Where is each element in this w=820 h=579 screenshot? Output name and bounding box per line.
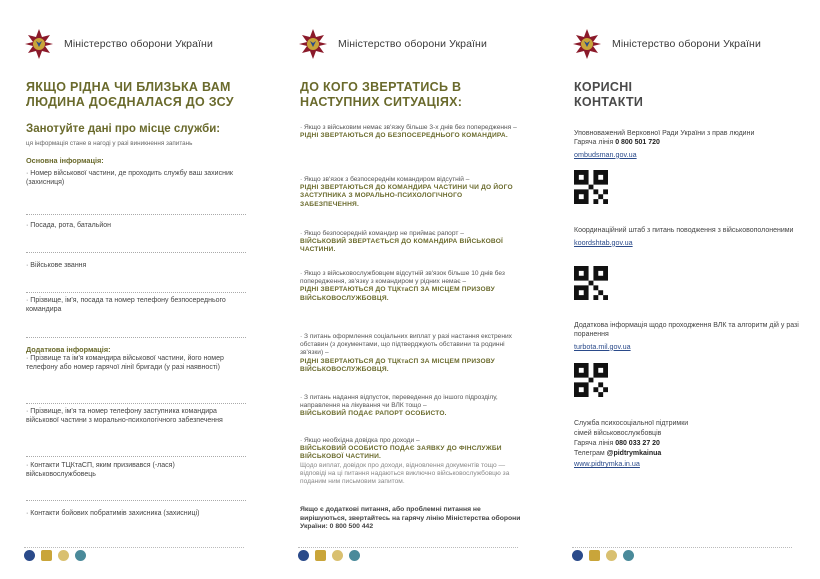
- column-data-form: [24, 0, 254, 579]
- situation-action: ВІЙСЬКОВИЙ ОСОБИСТО ПОДАЄ ЗАЯВКУ ДО ФІНСЛУЖБИ ВІЙСЬКОВОЇ ЧАСТИНИ.: [300, 445, 502, 461]
- situation-action: РІДНІ ЗВЕРТАЮТЬСЯ ДО ТЦКтаСП ЗА МІСЦЕМ ПРИЗОВУ ВІЙСЬКОВОСЛУЖБОВЦЯ.: [300, 286, 495, 302]
- partner-logo-icon: [41, 550, 52, 561]
- footer-divider: [298, 547, 518, 548]
- situation-note: Щодо виплат, довідок про доходи, відновлення документів тощо — відповіді на ці питання надаються виключно військовослужбовцю за поданим ним письмовим запитом.: [300, 461, 510, 486]
- situation-item: · Якщо необхідна довідка про доходи – ВІЙСЬКОВИЙ ОСОБИСТО ПОДАЄ ЗАЯВКУ ДО ФІНСЛУЖБИ ВІЙСЬКОВОЇ ЧАСТИНИ. Щодо виплат, довідок про доходи, відновлення документів тощо — відповіді на ці питання надаються виключно військовослужбовцю за поданим ним письмовим запитом.: [300, 437, 522, 486]
- field-line[interactable]: [26, 337, 246, 338]
- field-line[interactable]: [26, 403, 246, 404]
- subheading: Занотуйте дані про місце служби:: [26, 123, 221, 135]
- footer-divider: [24, 547, 244, 548]
- situation-item: · Якщо з військовим немає зв'язку більше 3-х днів без попередження – РІДНІ ЗВЕРТАЮТЬСЯ ДО БЕЗПОСЕРЕДНЬОГО КОМАНДИРА.: [300, 124, 522, 140]
- footer-logos: [24, 550, 86, 561]
- header: [24, 28, 213, 60]
- pidtrymka-link[interactable]: www.pidtrymka.in.ua: [574, 459, 640, 468]
- form-field-comrades: · Контакти бойових побратимів захисника (захисниці): [26, 510, 200, 517]
- field-line[interactable]: [26, 214, 246, 215]
- partner-logo-icon: [606, 550, 617, 561]
- situation-item: · Якщо зв'язок з безпосереднім командиром відсутній – РІДНІ ЗВЕРТАЮТЬСЯ ДО КОМАНДИРА ЧАСТИНИ ЧИ ДО ЙОГО ЗАСТУПНИКА З МОРАЛЬНО-ПСИХОЛОГІЧНОГО ЗАБЕЗПЕЧЕННЯ.: [300, 176, 522, 209]
- situation-action: РІДНІ ЗВЕРТАЮТЬСЯ ДО КОМАНДИРА ЧАСТИНИ ЧИ ДО ЙОГО ЗАСТУПНИКА З МОРАЛЬНО-ПСИХОЛОГІЧНОГО ЗАБЕЗПЕЧЕННЯ.: [300, 184, 513, 208]
- partner-logo-icon: [75, 550, 86, 561]
- field-line[interactable]: [26, 500, 246, 501]
- form-field-unit-commander: · Прізвище та ім'я командира військової частини, його номер телефону або номер гарячої лінії бригади (у разі наявності): [26, 355, 224, 371]
- situation-item: · Якщо з військовослужбовцем відсутній зв'язок більше 10 днів без попередження, зв'язку з командиром у рідних немає – РІДНІ ЗВЕРТАЮТЬСЯ ДО ТЦКтаСП ЗА МІСЦЕМ ПРИЗОВУ ВІЙСЬКОВОСЛУЖБОВЦЯ.: [300, 270, 522, 303]
- form-field-rank: · Військове звання: [26, 262, 87, 269]
- koordshtab-link[interactable]: koordshtab.gov.ua: [574, 237, 633, 247]
- situation-action: ВІЙСЬКОВИЙ ЗВЕРТАЄТЬСЯ ДО КОМАНДИРА ВІЙСЬКОВОЇ ЧАСТИНИ.: [300, 238, 504, 254]
- heading-line-1: КОРИСНІ: [574, 80, 633, 94]
- turbota-link[interactable]: turbota.mil.gov.ua: [574, 341, 631, 351]
- partner-logo-icon: [589, 550, 600, 561]
- partner-logo-icon: [623, 550, 634, 561]
- page-heading: [300, 80, 462, 110]
- form-field-tcc-contacts: · Контакти ТЦКтаСП, яким призивався (-лася) військовослужбовець: [26, 462, 175, 478]
- contact-psychosocial-support: Служба психосоціальної підтримки сімей військовослужбовців Гаряча лінія 080 033 27 20 Телеграм @pidtrymkainua www.pidtrymka.in.ua: [574, 420, 689, 468]
- form-field-commander: · Прізвище, ім'я, посада та номер телефону безпосереднього командира: [26, 297, 226, 313]
- form-field-position: · Посада, рота, батальйон: [26, 222, 112, 229]
- footer-logos: [572, 550, 634, 561]
- heading-line-2: КОНТАКТИ: [574, 95, 644, 109]
- column-contacts: [572, 0, 802, 579]
- contact-turbota: Додаткова інформація щодо проходження ВЛК та алгоритм дій у разі поранення turbota.mil.gov.ua: [574, 322, 799, 351]
- field-line[interactable]: [26, 252, 246, 253]
- situation-action: РІДНІ ЗВЕРТАЮТЬСЯ ДО БЕЗПОСЕРЕДНЬОГО КОМАНДИРА.: [300, 132, 508, 140]
- hotline-closing: Якщо є додаткові питання, або проблемні питання не вирішуються, звертайтесь на гарячу лінію Міністерства оборони України: 0 800 500 442: [300, 506, 521, 531]
- footer-logos: [298, 550, 360, 561]
- form-field-deputy-commander: · Прізвище, ім'я та номер телефону заступника командира військової частини з морально-психологічного забезпечення: [26, 408, 223, 424]
- subnote: ця інформація стане в нагоді у разі виникнення запитань: [26, 140, 193, 147]
- contact-koordshtab: Координаційний штаб з питань поводження з військовополоненими koordshtab.gov.ua: [574, 227, 794, 247]
- contact-ombudsman: Уповноважений Верховної Ради України з прав людини Гаряча лінія 0 800 501 720 ombudsman.gov.ua: [574, 130, 755, 159]
- qr-code-icon[interactable]: [574, 170, 608, 204]
- partner-logo-icon: [349, 550, 360, 561]
- field-line[interactable]: [26, 456, 246, 457]
- ombudsman-link[interactable]: ombudsman.gov.ua: [574, 149, 637, 159]
- qr-code-icon[interactable]: [574, 266, 608, 300]
- hotline-number: 080 033 27 20: [615, 440, 660, 447]
- column-situations: [298, 0, 528, 579]
- situation-item: · Якщо безпосередній командир не приймає рапорт – ВІЙСЬКОВИЙ ЗВЕРТАЄТЬСЯ ДО КОМАНДИРА ВІЙСЬКОВОЇ ЧАСТИНИ.: [300, 230, 522, 255]
- situation-item: · З питань надання відпусток, переведення до іншого підрозділу, направлення на лікування чи ВЛК тощо – ВІЙСЬКОВИЙ ПОДАЄ РАПОРТ ОСОБИСТО.: [300, 394, 522, 419]
- mod-crest-icon: [572, 28, 602, 60]
- header: [298, 28, 487, 60]
- org-name: Міністерство оборони України: [612, 38, 761, 50]
- heading-line-1: ЯКЩО РІДНА ЧИ БЛИЗЬКА ВАМ: [26, 80, 231, 94]
- situation-action: ВІЙСЬКОВИЙ ПОДАЄ РАПОРТ ОСОБИСТО.: [300, 410, 447, 418]
- partner-logo-icon: [332, 550, 343, 561]
- extra-info-title: Додаткова інформація:: [26, 345, 111, 354]
- header: [572, 28, 761, 60]
- org-name: Міністерство оборони України: [338, 38, 487, 50]
- partner-logo-icon: [24, 550, 35, 561]
- mod-crest-icon: [298, 28, 328, 60]
- partner-logo-icon: [572, 550, 583, 561]
- hotline-number: 0 800 501 720: [615, 138, 660, 146]
- mod-crest-icon: [24, 28, 54, 60]
- partner-logo-icon: [315, 550, 326, 561]
- heading-line-2: ЛЮДИНА ДОЄДНАЛАСЯ ДО ЗСУ: [26, 95, 234, 109]
- heading-line-1: ДО КОГО ЗВЕРТАТИСЬ В: [300, 80, 462, 94]
- situation-action: РІДНІ ЗВЕРТАЮТЬСЯ ДО ТЦКтаСП ЗА МІСЦЕМ ПРИЗОВУ ВІЙСЬКОВОСЛУЖБОВЦЯ.: [300, 357, 495, 373]
- situation-item: · З питань оформлення соціальних виплат у разі настання екстрених обставин (з документами, що підтверджують обставини та родинні зв'язки) – РІДНІ ЗВЕРТАЮТЬСЯ ДО ТЦКтаСП ЗА МІСЦЕМ ПРИЗОВУ ВІЙСЬКОВОСЛУЖБОВЦЯ.: [300, 333, 522, 374]
- telegram-handle[interactable]: @pidtrymkainua: [606, 450, 662, 457]
- partner-logo-icon: [58, 550, 69, 561]
- partner-logo-icon: [298, 550, 309, 561]
- form-field-unit-number: · Номер військової частини, де проходить службу ваш захисник (захисниця): [26, 170, 233, 186]
- page-heading: [574, 80, 643, 110]
- page-heading: [26, 80, 234, 110]
- field-line[interactable]: [26, 292, 246, 293]
- qr-code-icon[interactable]: [574, 363, 608, 397]
- org-name: Міністерство оборони України: [64, 38, 213, 50]
- heading-line-2: НАСТУПНИХ СИТУАЦІЯХ:: [300, 95, 463, 109]
- footer-divider: [572, 547, 792, 548]
- basic-info-title: Основна інформація:: [26, 156, 104, 165]
